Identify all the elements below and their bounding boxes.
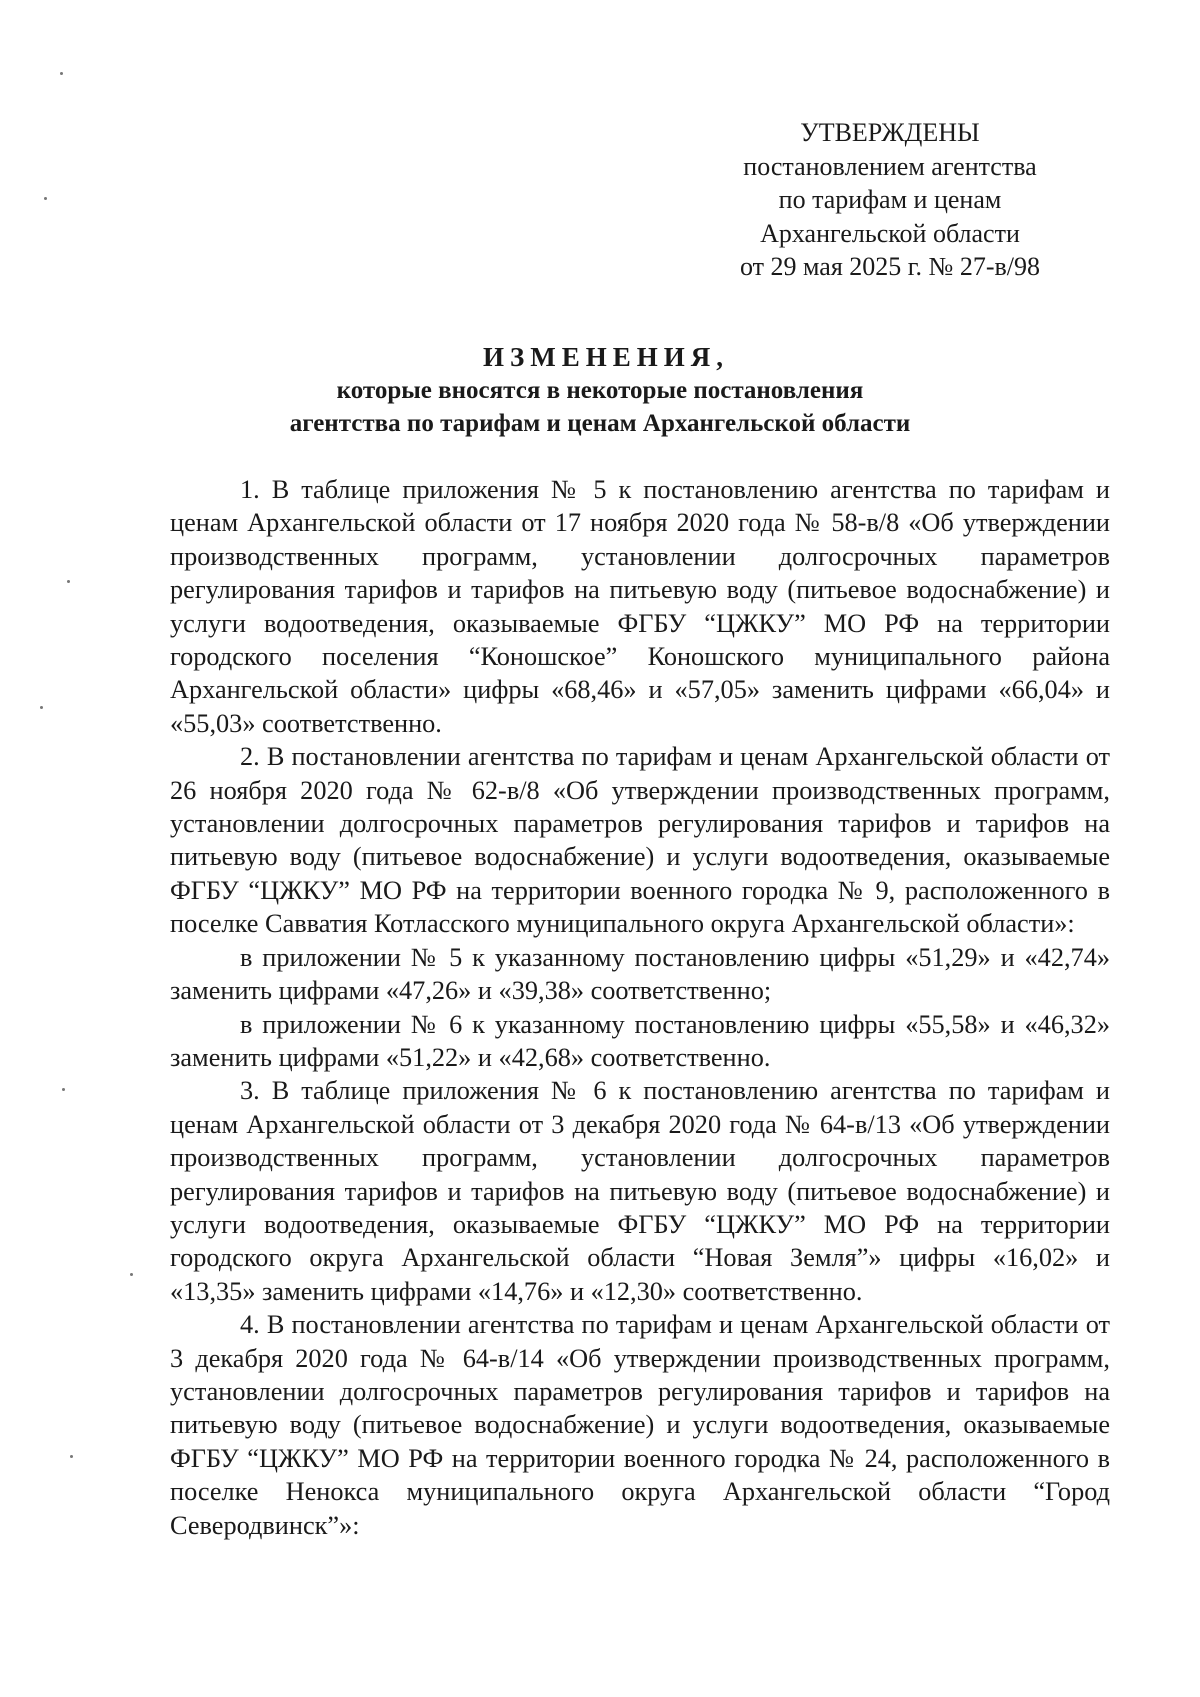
- scan-speck: [70, 1455, 73, 1458]
- paragraph-2-subitem-1: в приложении № 5 к указанному постановлению цифры «51,29» и «42,74» заменить цифрами «47,26» и «39,38» соответственно;: [170, 942, 1110, 1006]
- approval-line: по тарифам и ценам: [778, 185, 1002, 214]
- document-title: ИЗМЕНЕНИЯ,: [482, 342, 729, 372]
- document-body: [170, 473, 1110, 1542]
- scan-speck: [67, 580, 70, 583]
- approval-date-number: от 29 мая 2025 г. № 27-в/98: [740, 252, 1040, 281]
- scan-speck: [60, 72, 63, 75]
- paragraph-1: 1. В таблице приложения № 5 к постановлению агентства по тарифам и ценам Архангельской области от 17 ноября 2020 года № 58-в/8 «Об утверждении производственных программ, установлении долгосрочных параметров регулирования тарифов и тарифов на питьевую воду (питьевое водоснабжение) и услуги водоотведения, оказываемые ФГБУ “ЦЖКУ” МО РФ на территории городского поселения “Коношское” Коношского муниципального района Архангельской области» цифры «68,46» и «57,05» заменить цифрами «66,04» и «55,03» соответственно.: [170, 475, 1110, 738]
- scan-speck: [130, 1273, 133, 1276]
- approval-line: постановлением агентства: [743, 151, 1037, 181]
- scan-speck: [44, 197, 47, 200]
- approval-line: Архангельской области: [760, 218, 1020, 248]
- document-subtitle: агентства по тарифам и ценам Архангельской области: [289, 410, 911, 437]
- document-heading: [0, 340, 1200, 440]
- paragraph-4: 4. В постановлении агентства по тарифам и ценам Архангельской области от 3 декабря 2020 года № 64-в/14 «Об утверждении производственных программ, установлении долгосрочных параметров регулирования тарифов и тарифов на питьевую воду (питьевое водоснабжение) и услуги водоотведения, оказываемые ФГБУ “ЦЖКУ” МО РФ на территории военного городка № 24, расположенного в поселке Ненокса муниципального округа Архангельской области “Город Северодвинск”»:: [170, 1310, 1110, 1540]
- scan-speck: [62, 1088, 65, 1091]
- paragraph-3: 3. В таблице приложения № 6 к постановлению агентства по тарифам и ценам Архангельской области от 3 декабря 2020 года № 64-в/13 «Об утверждении производственных программ, установлении долгосрочных параметров регулирования тарифов и тарифов на питьевую воду (питьевое водоснабжение) и услуги водоотведения, оказываемые ФГБУ “ЦЖКУ” МО РФ на территории городского округа Архангельской области “Новая Земля”» цифры «16,02» и «13,35» заменить цифрами «14,76» и «12,30» соответственно.: [170, 1076, 1110, 1306]
- paragraph-2: 2. В постановлении агентства по тарифам и ценам Архангельской области от 26 ноября 2020 года № 62-в/8 «Об утверждении производственных программ, установлении долгосрочных параметров регулирования тарифов и тарифов на питьевую воду (питьевое водоснабжение) и услуги водоотведения, оказываемые ФГБУ “ЦЖКУ” МО РФ на территории военного городка № 9, расположенного в поселке Савватия Котласского муниципального округа Архангельской области»:: [170, 742, 1110, 939]
- document-subtitle: которые вносятся в некоторые постановления: [336, 377, 864, 404]
- approval-title: УТВЕРЖДЕНЫ: [800, 118, 980, 147]
- paragraph-2-subitem-2: в приложении № 6 к указанному постановлению цифры «55,58» и «46,32» заменить цифрами «51,22» и «42,68» соответственно.: [170, 1009, 1110, 1072]
- scan-speck: [40, 706, 43, 709]
- approval-stamp: [700, 116, 1080, 284]
